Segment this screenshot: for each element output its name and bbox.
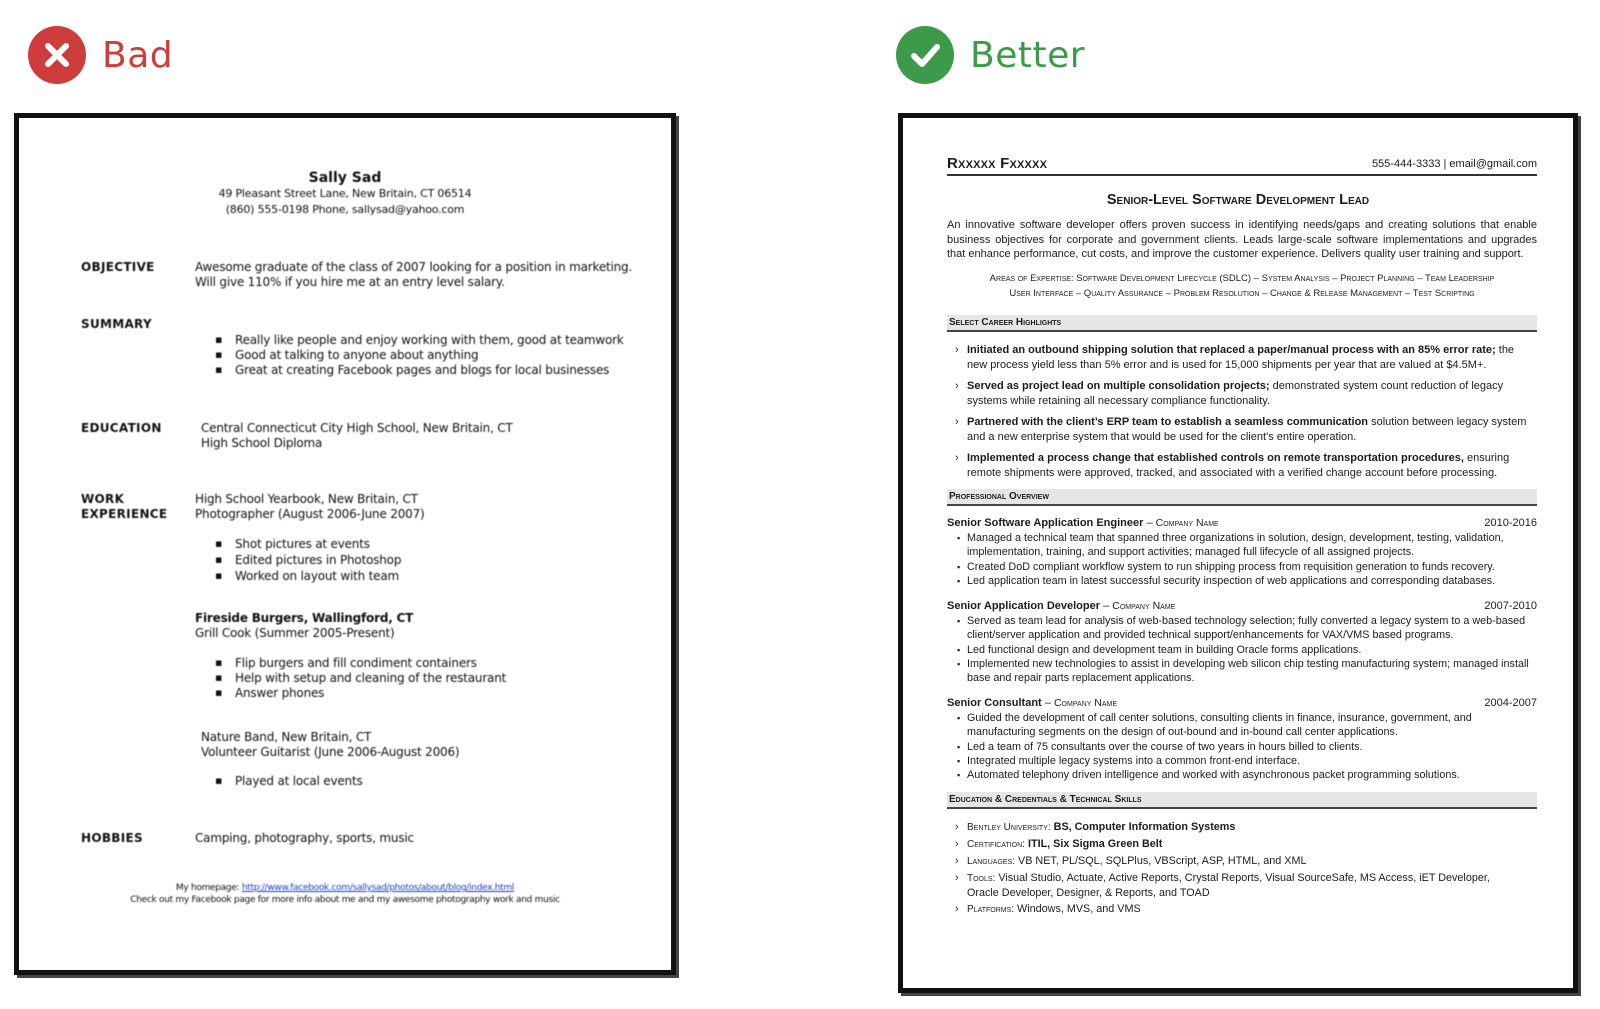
section-summary: SUMMARY [81,317,152,331]
job-bullet: ▪ Answer phones [235,686,324,700]
job-bullet: ▪ Led functional design and development team in building Oracle forms applications. [967,643,1529,657]
footer-link[interactable]: http://www.facebook.com/sallysad/photos/about/blog/index.html [241,883,515,893]
summary-bullet: ▪ Good at talking to anyone about anything [235,348,478,362]
job-bullet: ▪ Implemented new technologies to assist in developing web silicon chip testing manufacturing system; managed install base and repair parts replacement applications. [967,657,1529,686]
education-key: Bentley University: [967,822,1051,833]
bad-label: Bad [102,34,174,76]
section-work: WORK [81,492,125,506]
education-key: Platforms: [967,904,1015,915]
highlight-bold: Initiated an outbound shipping solution that replaced a paper/manual process with an 85% error rate; [967,344,1496,356]
education-item [967,837,1523,852]
job-bullets [967,614,1529,685]
job-bullet: ▪ Played at local events [235,774,363,788]
resume-address: 49 Pleasant Street Lane, New Britain, CT 06514 [218,187,472,200]
job-header: Senior Application Developer – Company Name 2007-2010 [947,600,1537,612]
job-header: Senior Software Application Engineer – Company Name 2010-2016 [947,517,1537,529]
highlight-bold: Implemented a process change that established controls on remote transportation procedures, [967,452,1464,464]
highlight-text: solution between legacy system and a new enterprise system that would be used for the client’s entire operation. [967,416,1527,443]
job-bullet: ▪ Served as team lead for analysis of web-based technology selection; fully converted a legacy system to a web-based client/server application and provided technical support/enhancements for VAX/VMS based programs. [967,614,1529,643]
education-item [967,820,1523,835]
job-bullet: ▪ Integrated multiple legacy systems into a common front-end interface. [967,754,1529,768]
education-line: High School Diploma [201,436,323,450]
education-key: Tools: [967,873,996,884]
education-key: Certification: [967,839,1025,850]
highlight-text: demonstrated system count reduction of legacy systems while retaining all necessary compliance functionality. [967,380,1504,407]
section-experience: EXPERIENCE [81,507,168,521]
better-header [896,26,1085,84]
resume-title: Senior-Level Software Development Lead [1106,192,1370,208]
check-circle-icon [896,26,954,84]
highlight-item [967,415,1537,444]
education-line: Central Connecticut City High School, New Britain, CT [201,421,513,435]
job-bullet: ▪ Flip burgers and fill condiment containers [235,656,477,670]
better-resume-page [898,113,1578,993]
resume-contact: 555-444-3333 | email@gmail.com [1371,158,1537,170]
section-hobbies: HOBBIES [81,831,143,845]
section-highlights: Select Career Highlights [947,315,1537,332]
job-bullets [967,711,1529,782]
education-value: BS, Computer Information Systems [1050,821,1236,833]
highlight-text: ensuring remote shipments were approved, tracked, and associated with a verified change account before processing. [967,452,1510,479]
job-company: Company Name [1053,697,1118,709]
objective-line: Will give 110% if you hire me at an entry level salary. [195,275,505,289]
job-header: Senior Consultant – Company Name 2004-2007 [947,697,1537,709]
job-bullet: ▪ Led application team in latest successful security inspection of web applications and corresponding databases. [967,574,1529,588]
highlight-bold: Partnered with the client’s ERP team to establish a seamless communication [967,416,1369,428]
education-value: Windows, MVS, and VMS [1014,903,1141,915]
job-line: Grill Cook (Summer 2005-Present) [195,626,395,640]
job-bullet: ▪ Led a team of 75 consultants over the course of two years in hours billed to clients. [967,740,1529,754]
job-title: Senior Software Application Engineer [947,517,1144,529]
summary-bullet: ▪ Really like people and enjoy working with them, good at teamwork [235,333,624,347]
objective-line: Awesome graduate of the class of 2007 looking for a position in marketing. [195,260,633,274]
job-line: Photographer (August 2006-June 2007) [195,507,425,521]
job-bullet: ▪ Edited pictures in Photoshop [235,553,401,567]
areas-of-expertise [947,271,1537,301]
job-bullet: ▪ Automated telephony driven intelligence and worked with asynchronous packet programming solutions. [967,768,1529,782]
job-bullet: ▪ Managed a technical team that spanned three organizations in solution, design, development, testing, validation, implementation, training, and support activities; managed full lifecycle of all assigned projects. [967,531,1529,560]
resume-summary: An innovative software developer offers proven success in identifying needs/gaps and creating solutions that enable business objectives for corporate and government clients. Leads large-scale software implementations and upgrades that enhance performance, cut costs, and improve the customer experience. Delivers quality user training and support. [947,219,1537,260]
highlight-bold: Served as project lead on multiple consolidation projects; [967,380,1270,392]
education-item [967,871,1523,901]
job-title: Senior Application Developer [947,600,1101,612]
footer-note: Check out my Facebook page for more info about me and my awesome photography work and music [130,895,560,905]
job-line: Volunteer Guitarist (June 2006-August 2006) [201,745,460,759]
section-education: Education & Credentials & Technical Skills [947,792,1537,809]
summary-bullet: ▪ Great at creating Facebook pages and blogs for local businesses [235,363,609,377]
job-line: Fireside Burgers, Wallingford, CT [195,611,414,625]
bad-resume [19,118,671,970]
education-key: Languages: [967,856,1016,867]
education-value: VB NET, PL/SQL, SQLPlus, VBScript, ASP, HTML, and XML [1015,855,1307,867]
footer-prefix: My homepage: [175,883,240,893]
highlight-item [967,451,1537,480]
areas-line: Areas of Expertise: Software Development Lifecycle (SDLC) – System Analysis – Project Planning – Team Leadership [989,273,1495,284]
better-resume [903,118,1573,988]
highlight-text: the new process yield less than 5% error and is used for 15,000 shipments per year that are valued at $4.5M+. [967,344,1515,371]
footer-link-line [19,883,671,893]
job-years: 2004-2007 [1484,697,1537,709]
job-bullet: ▪ Created DoD compliant workflow system to run shipping process from requisition generation to funds recovery. [967,560,1529,574]
job-years: 2007-2010 [1484,600,1537,612]
education-value: Visual Studio, Actuate, Active Reports, Crystal Reports, Visual SourceSafe, MS Access, iET Developer, Oracle Developer, Designer, & Reports, and TOAD [967,872,1490,900]
job-bullet: ▪ Worked on layout with team [235,569,399,583]
x-circle-icon [28,26,86,84]
section-overview: Professional Overview [947,489,1537,506]
job-bullet: ▪ Help with setup and cleaning of the restaurant [235,671,506,685]
job-line: High School Yearbook, New Britain, CT [195,492,418,506]
job-bullets [967,531,1529,588]
job-company: Company Name [1155,517,1219,529]
job-line: Nature Band, New Britain, CT [201,730,372,744]
highlight-item [967,343,1537,372]
job-years: 2010-2016 [1484,517,1537,529]
resume-contact: (860) 555-0198 Phone, sallysad@yahoo.com [225,203,465,216]
section-education: EDUCATION [81,421,162,435]
resume-name: Rxxxxx Fxxxxx [947,155,1048,172]
job-bullet: ▪ Shot pictures at events [235,537,370,551]
job-title: Senior Consultant [947,697,1042,709]
bad-resume-page [14,113,676,975]
education-item [967,902,1523,917]
areas-line: User Interface – Quality Assurance – Problem Resolution – Change & Release Management – Test Scripting [1009,288,1475,299]
job-company: Company Name [1112,600,1176,612]
job-bullet: ▪ Guided the development of call center solutions, consulting clients in finance, insurance, government, and manufacturing segments on the design of out-bound and in-bound call center applications. [967,711,1529,740]
resume-name: Sally Sad [308,170,382,186]
header-rule [947,174,1537,176]
highlight-item [967,379,1537,408]
education-item [967,854,1523,869]
hobbies-text: Camping, photography, sports, music [195,831,414,845]
better-label: Better [970,34,1086,76]
bad-header [28,26,173,84]
section-objective: OBJECTIVE [81,260,155,274]
education-value: ITIL, Six Sigma Green Belt [1024,838,1163,850]
